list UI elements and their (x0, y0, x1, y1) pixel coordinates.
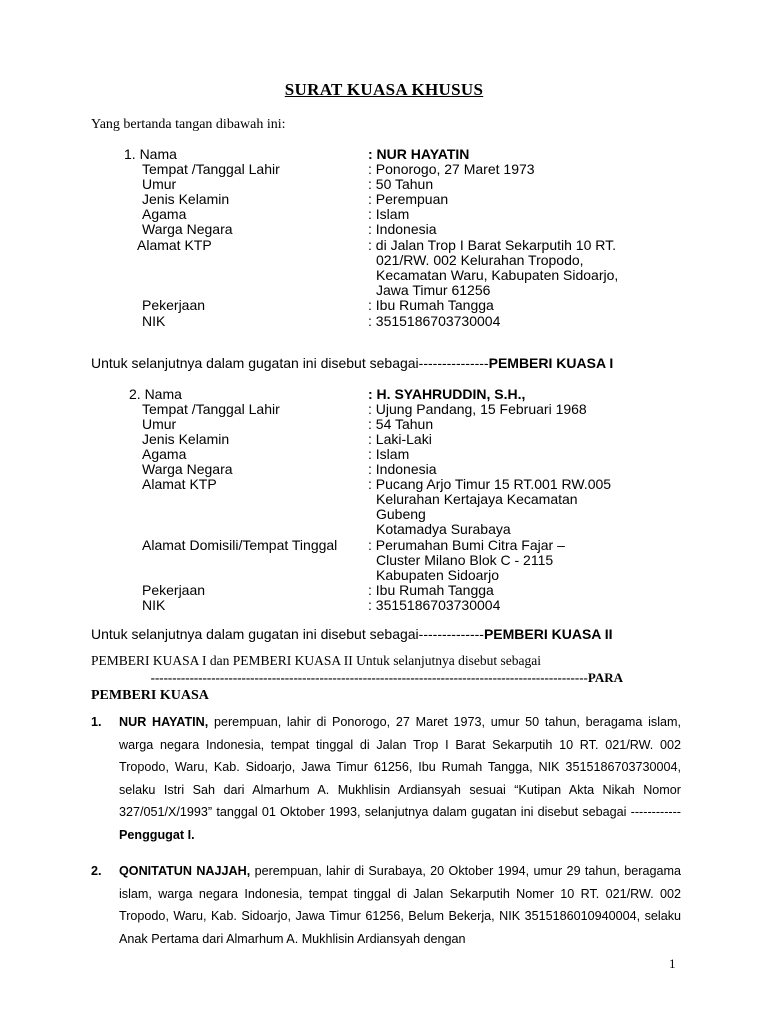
p1-age-value: : 50 Tahun (368, 176, 434, 192)
p1-name-label: 1. Nama (124, 146, 177, 162)
p1-birth-value: : Ponorogo, 27 Maret 1973 (368, 161, 535, 177)
designation-2-text: Untuk selanjutnya dalam gugatan ini disebut sebagai-------------- (91, 626, 484, 642)
intro-text: Yang bertanda tangan dibawah ini: (91, 117, 286, 132)
p2-religion-label: Agama (142, 446, 187, 462)
p1-nik-value: : 3515186703730004 (368, 313, 501, 329)
p2-address-line2: Kelurahan Kertajaya Kecamatan (376, 491, 578, 507)
p2-nik-label: NIK (142, 597, 166, 613)
joint-designation-line3: PEMBERI KUASA (91, 688, 209, 703)
list-item-name: NUR HAYATIN, (119, 715, 209, 729)
list-item (91, 860, 681, 950)
p1-address-line4: Jawa Timur 61256 (376, 282, 491, 298)
p2-address-line1: : Pucang Arjo Timur 15 RT.001 RW.005 (368, 476, 612, 492)
p2-nik-value: : 3515186703730004 (368, 597, 501, 613)
p2-address-line3: Gubeng (376, 506, 426, 522)
p1-citizen-value: : Indonesia (368, 221, 437, 237)
p2-age-label: Umur (142, 416, 177, 432)
p2-religion-value: : Islam (368, 446, 410, 462)
list-item-body (119, 711, 681, 847)
p1-address-line1: : di Jalan Trop I Barat Sekarputih 10 RT. (368, 237, 616, 253)
p2-citizen-label: Warga Negara (142, 461, 233, 477)
p2-birth-value: : Ujung Pandang, 15 Februari 1968 (368, 401, 587, 417)
p2-domicile-line1: : Perumahan Bumi Citra Fajar – (368, 537, 565, 553)
list-item-number: 1. (91, 715, 102, 729)
p2-domicile-line3: Kabupaten Sidoarjo (376, 567, 499, 583)
designation-1-role: PEMBERI KUASA I (488, 355, 614, 371)
designation-1-text: Untuk selanjutnya dalam gugatan ini disebut sebagai--------------- (91, 355, 489, 371)
p1-religion-label: Agama (142, 206, 187, 222)
p1-birth-label: Tempat /Tanggal Lahir (142, 161, 280, 177)
list-item-name: QONITATUN NAJJAH, (119, 864, 251, 878)
joint-designation-line1: PEMBERI KUASA I dan PEMBERI KUASA II Untuk selanjutnya disebut sebagai (91, 653, 541, 668)
p1-job-value: : Ibu Rumah Tangga (368, 297, 494, 313)
designation-1 (91, 355, 613, 371)
p1-address-label: Alamat KTP (137, 237, 212, 253)
designation-2-role: PEMBERI KUASA II (483, 626, 613, 642)
p2-gender-label: Jenis Kelamin (142, 431, 230, 447)
list-item (91, 711, 681, 847)
list-item-number: 2. (91, 864, 102, 878)
joint-designation-line2: -----------------------------------------------------------------------------------------------------PARA (150, 670, 623, 685)
p2-job-label: Pekerjaan (142, 582, 206, 598)
p2-age-value: : 54 Tahun (368, 416, 434, 432)
p1-citizen-label: Warga Negara (142, 221, 233, 237)
p2-address-label: Alamat KTP (142, 476, 217, 492)
p2-domicile-line2: Cluster Milano Blok C - 2115 (376, 552, 554, 568)
list-item-text: perempuan, lahir di Ponorogo, 27 Maret 1973, umur 50 tahun, beragama islam, warga negara Indonesia, tempat tinggal di Jalan Trop I Barat Sekarputih 10 RT. 021/RW. 002 Tropodo, Waru, Kab. Sidoarjo, Jawa Timur 61256, Ibu Rumah Tangga, NIK 3515186703730004, selaku Istri Sah dari Almarhum A. Mukhlisin Ardiansyah sesuai “Kutipan Akta Nikah Nomor 327/051/X/1993” tanggal 01 Oktober 1993, selanjutnya dalam gugatan ini disebut sebagai ------------ (119, 715, 681, 820)
p2-birth-label: Tempat /Tanggal Lahir (142, 401, 280, 417)
p1-address-line3: Kecamatan Waru, Kabupaten Sidoarjo, (376, 267, 619, 283)
p1-age-label: Umur (142, 176, 177, 192)
p1-religion-value: : Islam (368, 206, 410, 222)
p2-citizen-value: : Indonesia (368, 461, 437, 477)
list-item-text: perempuan, lahir di Surabaya, 20 Oktober 1994, umur 29 tahun, beragama islam, warga negara Indonesia, tempat tinggal di Jalan Sekarputih Nomer 10 RT. 021/RW. 002 Tropodo, Waru, Kab. Sidoarjo, Jawa Timur 61256, Belum Bekerja, NIK 3515186010940004, selaku Anak Pertama dari Almarhum A. Mukhlisin Ardiansyah dengan (119, 864, 681, 946)
p1-address-line2: 021/RW. 002 Kelurahan Tropodo, (376, 252, 584, 268)
p2-gender-value: : Laki-Laki (368, 431, 432, 447)
list-item-role: Penggugat I. (119, 827, 195, 842)
p1-name-value: : NUR HAYATIN (368, 146, 470, 162)
p2-address-line4: Kotamadya Surabaya (376, 521, 511, 537)
page-number: 1 (669, 956, 676, 971)
p2-name-label: 2. Nama (129, 386, 182, 402)
p2-job-value: : Ibu Rumah Tangga (368, 582, 494, 598)
p2-name-value: : H. SYAHRUDDIN, S.H., (368, 386, 526, 402)
list-item-body (119, 860, 681, 950)
p1-nik-label: NIK (142, 313, 166, 329)
designation-2 (91, 626, 613, 642)
p1-job-label: Pekerjaan (142, 297, 206, 313)
p1-gender-value: : Perempuan (368, 191, 449, 207)
document-title: SURAT KUASA KHUSUS (284, 80, 484, 99)
p2-domicile-label: Alamat Domisili/Tempat Tinggal (142, 537, 338, 553)
p1-gender-label: Jenis Kelamin (142, 191, 230, 207)
